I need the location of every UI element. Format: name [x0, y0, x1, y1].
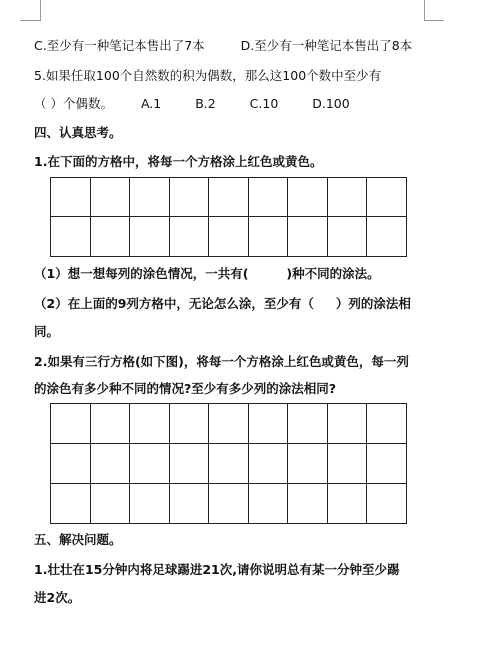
grid-cell [90, 178, 130, 217]
grid-cell [209, 444, 249, 484]
grid-cell [130, 484, 170, 524]
option-d: D.至少有一种笔记本售出了8本 [240, 38, 413, 53]
grid-cell [327, 178, 367, 217]
grid-row [51, 404, 407, 444]
section-4-q1-sub2-cont: 同。 [34, 324, 60, 339]
section-5-heading: 五、解决问题。 [34, 532, 122, 547]
grid-cell [367, 484, 407, 524]
grid-cell [327, 217, 367, 257]
grid-cell [130, 217, 170, 257]
grid-cell [327, 484, 367, 524]
grid-cell [90, 444, 130, 484]
grid-cell [248, 178, 288, 217]
sub2-text-a: （2）在上面的9列方格中，无论怎么涂，至少有（ [34, 296, 314, 311]
grid-cell [51, 404, 91, 444]
grid-row [51, 484, 407, 524]
page-corner-mark-left [40, 0, 41, 20]
grid-cell [209, 484, 249, 524]
section-4-q1-text: 1.在下面的方格中，将每一个方格涂上红色或黄色。 [34, 154, 323, 169]
grid-cell [327, 404, 367, 444]
grid-cell [367, 178, 407, 217]
grid-row [51, 444, 407, 484]
grid-cell [51, 217, 91, 257]
section-4-q2-line2: 的涂色有多少种不同的情况?至少有多少列的涂法相同? [34, 381, 337, 396]
grid-cell [169, 217, 209, 257]
section-5-q1-line1: 1.壮壮在15分钟内将足球踢进21次,请你说明总有某一分钟至少踢 [34, 562, 400, 577]
sub1-text-a: （1）想一想每列的涂色情况，一共有( [34, 266, 249, 281]
grid-cell [209, 404, 249, 444]
question-5-blank: （ ）个偶数。 [34, 96, 113, 111]
grid-cell [130, 444, 170, 484]
grid-cell [288, 484, 328, 524]
grid-cell [367, 217, 407, 257]
grid-cell [248, 444, 288, 484]
section-4-q1-sub2 [34, 296, 456, 312]
sub2-text-b: ）列的涂法相 [335, 296, 411, 311]
grid-cell [169, 404, 209, 444]
sub1-text-b: )种不同的涂法。 [286, 266, 380, 281]
grid-cell [169, 178, 209, 217]
page-corner-mark-right [424, 0, 425, 20]
option-a: A.1 [140, 96, 162, 111]
grid-row [51, 217, 407, 257]
question-5-stem: 5.如果任取100个自然数的积为偶数，那么这100个数中至少有 [34, 68, 382, 83]
grid-cell [90, 217, 130, 257]
grid-cell [51, 484, 91, 524]
grid-cell [209, 178, 249, 217]
grid-cell [248, 404, 288, 444]
section-5-q1-line2: 进2次。 [34, 590, 81, 605]
option-c: C.至少有一种笔记本售出了7本 [34, 38, 205, 53]
grid-three-rows [50, 403, 407, 524]
page-corner-mark-left-h [20, 20, 41, 21]
grid-cell [288, 404, 328, 444]
grid-cell [90, 404, 130, 444]
prev-question-options [34, 38, 456, 54]
grid-cell [248, 217, 288, 257]
grid-cell [130, 178, 170, 217]
grid-cell [169, 444, 209, 484]
grid-cell [367, 404, 407, 444]
section-4-q1-sub1 [34, 266, 456, 282]
grid-cell [288, 217, 328, 257]
option-b: B.2 [195, 96, 216, 111]
option-c10: C.10 [249, 96, 279, 111]
grid-cell [327, 444, 367, 484]
grid-cell [248, 484, 288, 524]
option-d100: D.100 [312, 96, 350, 111]
section-4-q2-line1: 2.如果有三行方格(如下图)，将每一个方格涂上红色或黄色，每一列 [34, 354, 409, 369]
grid-cell [288, 178, 328, 217]
grid-cell [90, 484, 130, 524]
question-5-options [34, 96, 456, 112]
grid-row [51, 178, 407, 217]
section-4-heading: 四、认真思考。 [34, 125, 122, 140]
page-corner-mark-right-h [424, 20, 444, 21]
grid-cell [130, 404, 170, 444]
grid-cell [367, 444, 407, 484]
grid-cell [51, 444, 91, 484]
grid-cell [169, 484, 209, 524]
grid-two-rows [50, 177, 407, 257]
grid-cell [209, 217, 249, 257]
grid-cell [288, 444, 328, 484]
grid-cell [51, 178, 91, 217]
